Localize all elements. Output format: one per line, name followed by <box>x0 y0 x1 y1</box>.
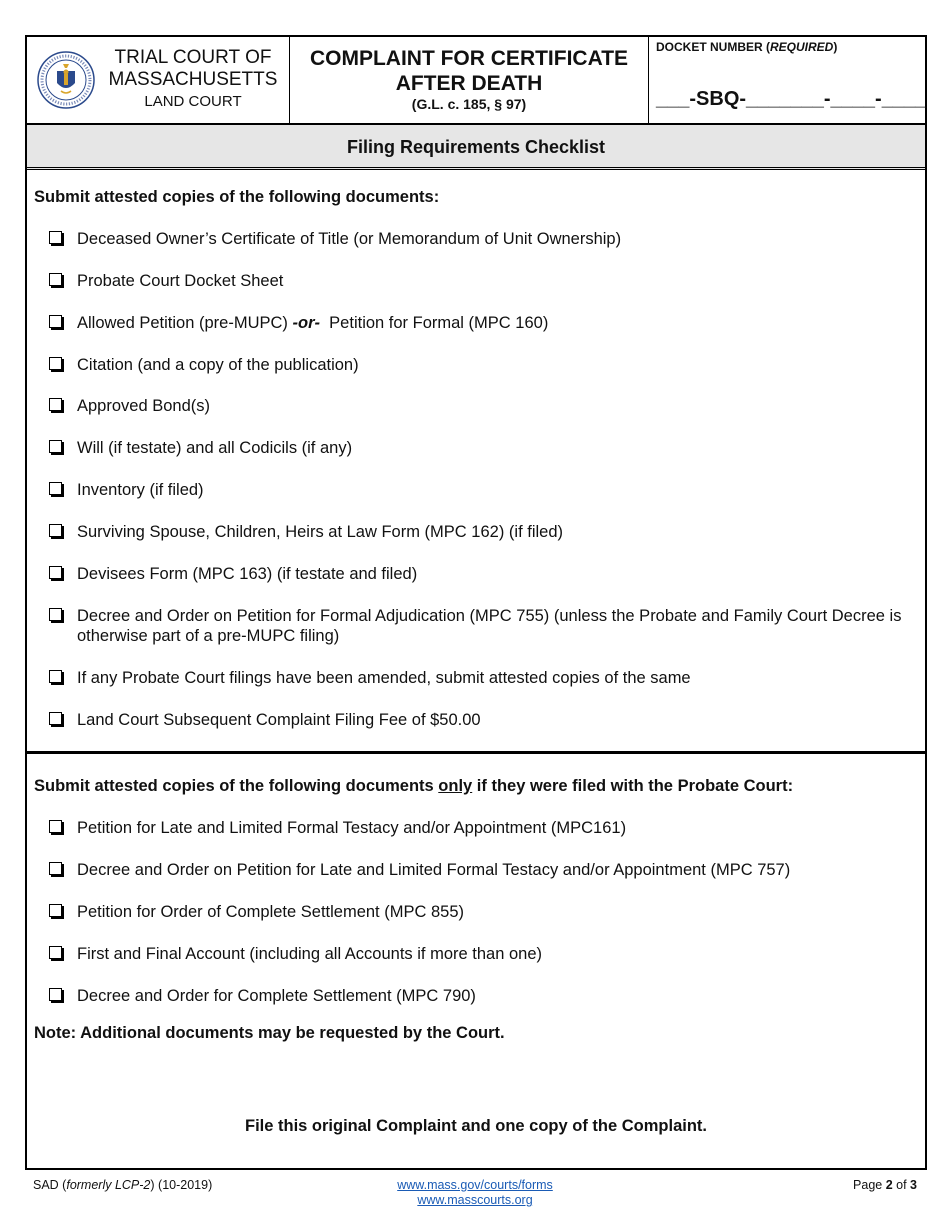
checkbox[interactable] <box>49 524 62 537</box>
court-id-cell <box>27 37 290 123</box>
checklist-item[interactable]: Decree and Order on Petition for Late and Limited Formal Testacy and/or Appointment (MPC 757) <box>49 860 909 880</box>
checkbox[interactable] <box>49 566 62 579</box>
checkbox[interactable] <box>49 398 62 411</box>
checklist-item[interactable]: Surviving Spouse, Children, Heirs at Law Form (MPC 162) (if filed) <box>49 522 909 542</box>
forms-link[interactable]: www.mass.gov/courts/forms <box>397 1178 553 1192</box>
statute-reference: (G.L. c. 185, § 97) <box>411 96 527 112</box>
checklist-banner: Filing Requirements Checklist <box>27 125 925 170</box>
checklist-item[interactable]: If any Probate Court filings have been amended, submit attested copies of the same <box>49 668 909 688</box>
checklist-item[interactable]: Allowed Petition (pre-MUPC) -or- Petition for Formal (MPC 160) <box>49 313 909 333</box>
checkbox[interactable] <box>49 712 62 725</box>
checkbox[interactable] <box>49 988 62 1001</box>
checklist-item[interactable]: Deceased Owner’s Certificate of Title (or Memorandum of Unit Ownership) <box>49 229 909 249</box>
form-code: SAD (formerly LCP-2) (10-2019) <box>33 1178 213 1192</box>
only-emphasis: only <box>438 777 473 795</box>
complaint-form <box>25 35 927 1170</box>
checkbox[interactable] <box>49 482 62 495</box>
docket-number-label: DOCKET NUMBER (REQUIRED) <box>656 40 838 54</box>
court-identity <box>103 47 283 113</box>
checkbox[interactable] <box>49 273 62 286</box>
checklist-item[interactable]: First and Final Account (including all Accounts if more than one) <box>49 944 909 964</box>
section-heading: Submit attested copies of the following documents: <box>34 188 440 206</box>
checklist-item[interactable]: Petition for Late and Limited Formal Testacy and/or Appointment (MPC161) <box>49 818 909 838</box>
page-number: Page 2 of 3 <box>853 1178 917 1192</box>
required-marker: REQUIRED <box>770 40 834 54</box>
section-heading: Submit attested copies of the following documents only if they were filed with the Probate Court: <box>34 777 794 795</box>
checkbox[interactable] <box>49 946 62 959</box>
checkbox[interactable] <box>49 357 62 370</box>
note-text: Note: Additional documents may be requested by the Court. <box>34 1024 505 1042</box>
checklist-item[interactable]: Inventory (if filed) <box>49 480 909 500</box>
checkbox[interactable] <box>49 670 62 683</box>
probate-documents-section <box>27 754 925 1169</box>
checklist-item[interactable]: Citation (and a copy of the publication) <box>49 355 909 375</box>
checklist-item[interactable]: Approved Bond(s) <box>49 396 909 416</box>
checklist-item[interactable]: Will (if testate) and all Codicils (if any) <box>49 438 909 458</box>
docket-number-field[interactable]: ___-SBQ-_______-____-____ <box>656 88 927 110</box>
checklist-item[interactable]: Decree and Order on Petition for Formal Adjudication (MPC 755) (unless the Probate and Family Court Decree is otherwise part of a pre-MUPC filing) <box>49 606 909 646</box>
checklist-item[interactable]: Devisees Form (MPC 163) (if testate and filed) <box>49 564 909 584</box>
checkbox[interactable] <box>49 820 62 833</box>
required-documents-section <box>27 173 925 754</box>
docket-number-cell <box>649 37 925 123</box>
form-title-cell <box>290 37 649 123</box>
checkbox[interactable] <box>49 440 62 453</box>
checkbox[interactable] <box>49 904 62 917</box>
filing-instruction: File this original Complaint and one copy of the Complaint. <box>244 1117 708 1135</box>
form-title: COMPLAINT FOR CERTIFICATE AFTER DEATH <box>309 47 629 95</box>
massachusetts-seal-icon <box>37 51 95 109</box>
checkbox[interactable] <box>49 862 62 875</box>
checklist-item[interactable]: Petition for Order of Complete Settlement (MPC 855) <box>49 902 909 922</box>
or-separator: -or- <box>292 314 320 332</box>
masscourts-link[interactable]: www.masscourts.org <box>417 1193 533 1207</box>
form-header <box>27 37 925 125</box>
checkbox[interactable] <box>49 315 62 328</box>
checkbox[interactable] <box>49 608 62 621</box>
checklist-item[interactable]: Land Court Subsequent Complaint Filing Fee of $50.00 <box>49 710 909 730</box>
footer-links <box>0 1178 950 1208</box>
court-name: TRIAL COURT OF MASSACHUSETTS <box>108 47 278 90</box>
checklist-item[interactable]: Probate Court Docket Sheet <box>49 271 909 291</box>
court-division: LAND COURT <box>144 93 242 110</box>
checklist-item[interactable]: Decree and Order for Complete Settlement (MPC 790) <box>49 986 909 1006</box>
checkbox[interactable] <box>49 231 62 244</box>
